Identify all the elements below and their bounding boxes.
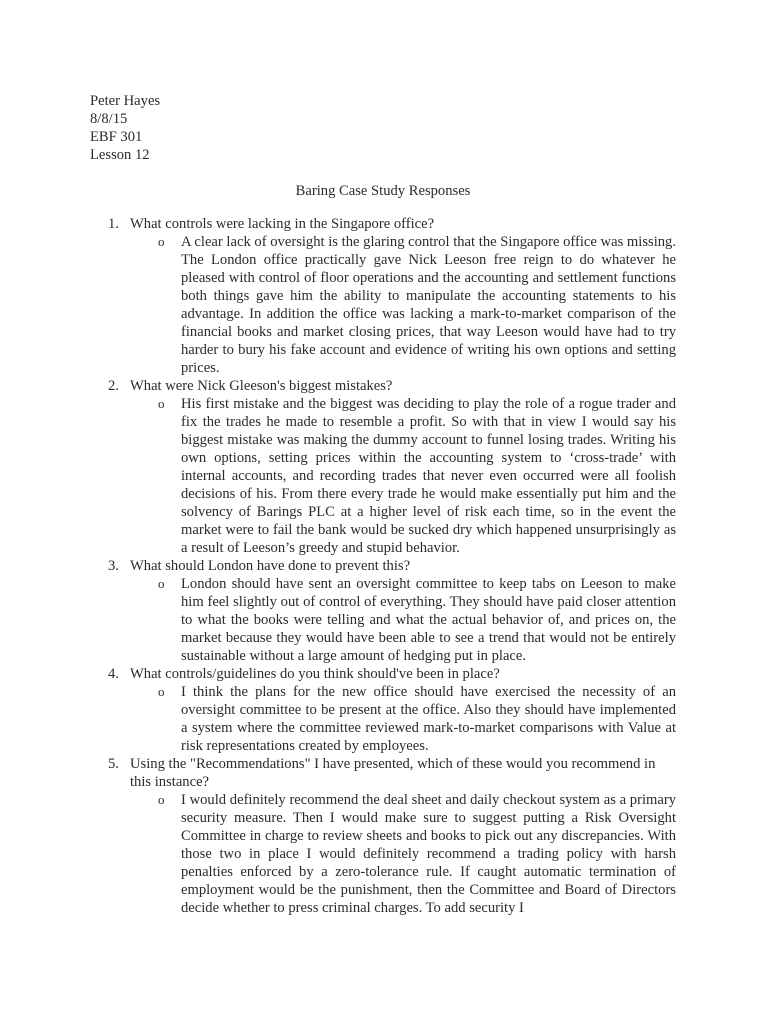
document-page (90, 92, 676, 917)
question-number: 4. (108, 666, 119, 682)
answer-item (130, 233, 676, 377)
document-title: Baring Case Study Responses (295, 183, 471, 199)
course-code: EBF 301 (90, 129, 143, 145)
answer-text: His first mistake and the biggest was deciding to play the role of a rogue trader and fix the trades he made to resemble a profit. So with that in view I would say his biggest mistake was making the dummy account to funnel losing trades. Writing his own options, setting prices within the accounting system to ‘cross-trade’ with internal accounts, and recording trades that never even occurred were all foolish decisions of his. From there every trade he would make essentially put him and the solvency of Barings PLC at a higher level of risk each time, so in the event the market were to fail the bank would be sucked dry which happened unsurprisingly as a result of Leeson’s greedy and stupid behavior. (181, 396, 676, 556)
answer-item (130, 791, 676, 917)
question-text: What controls/guidelines do you think should've been in place? (130, 666, 500, 682)
question-text: Using the "Recommendations" I have presented, which of these would you recommend in this instance? (130, 756, 656, 790)
bullet-icon: o (158, 396, 165, 411)
question-number: 3. (108, 558, 119, 574)
bullet-icon: o (158, 792, 165, 807)
question-number: 5. (108, 756, 119, 772)
question-item (90, 665, 676, 755)
document-date: 8/8/15 (90, 111, 128, 127)
question-item (90, 557, 676, 665)
question-text: What were Nick Gleeson's biggest mistakes? (130, 378, 393, 394)
answer-text: London should have sent an oversight committee to keep tabs on Leeson to make him feel slightly out of control of everything. They should have paid closer attention to what the books were telling and what the actual behavior of, and prices on, the market because they would have been able to see a trend that would not be entirely sustainable without a large amount of hedging put in place. (181, 576, 676, 664)
question-number: 2. (108, 378, 119, 394)
question-item (90, 755, 676, 917)
answer-text: I would definitely recommend the deal sheet and daily checkout system as a primary security measure. Then I would make sure to suggest putting a Risk Oversight Committee in charge to review sheets and books to pick out any discrepancies. With those two in place I would definitely recommend a trading policy with harsh penalties enforced by a zero-tolerance rule. If caught automatic termination of employment would be the punishment, then the Committee and Board of Directors decide whether to press criminal charges. To add security I (181, 792, 676, 916)
answer-item (130, 395, 676, 557)
bullet-icon: o (158, 234, 165, 249)
lesson-label: Lesson 12 (90, 147, 150, 163)
answer-item (130, 575, 676, 665)
question-text: What should London have done to prevent this? (130, 558, 411, 574)
answer-item (130, 683, 676, 755)
question-number: 1. (108, 216, 119, 232)
question-list (90, 215, 676, 917)
answer-text: A clear lack of oversight is the glaring control that the Singapore office was missing. The London office practically gave Nick Leeson free reign to do whatever he pleased with control of floor operations and the accounting and settlement functions both things gave him the ability to manipulate the accounting statements to his advantage. In addition the office was lacking a mark-to-market comparison of the financial books and market closing prices, that way Leeson would have had to try harder to bury his fake account and evidence of writing his own options and setting prices. (181, 234, 676, 376)
answer-text: I think the plans for the new office should have exercised the necessity of an oversight committee to be present at the office. Also they should have implemented a system where the committee reviewed mark-to-market comparisons with Value at risk representations created by employees. (181, 684, 676, 754)
bullet-icon: o (158, 576, 165, 591)
question-text: What controls were lacking in the Singapore office? (130, 216, 435, 232)
question-item (90, 215, 676, 377)
question-item (90, 377, 676, 557)
bullet-icon: o (158, 684, 165, 699)
author-name: Peter Hayes (90, 93, 161, 109)
